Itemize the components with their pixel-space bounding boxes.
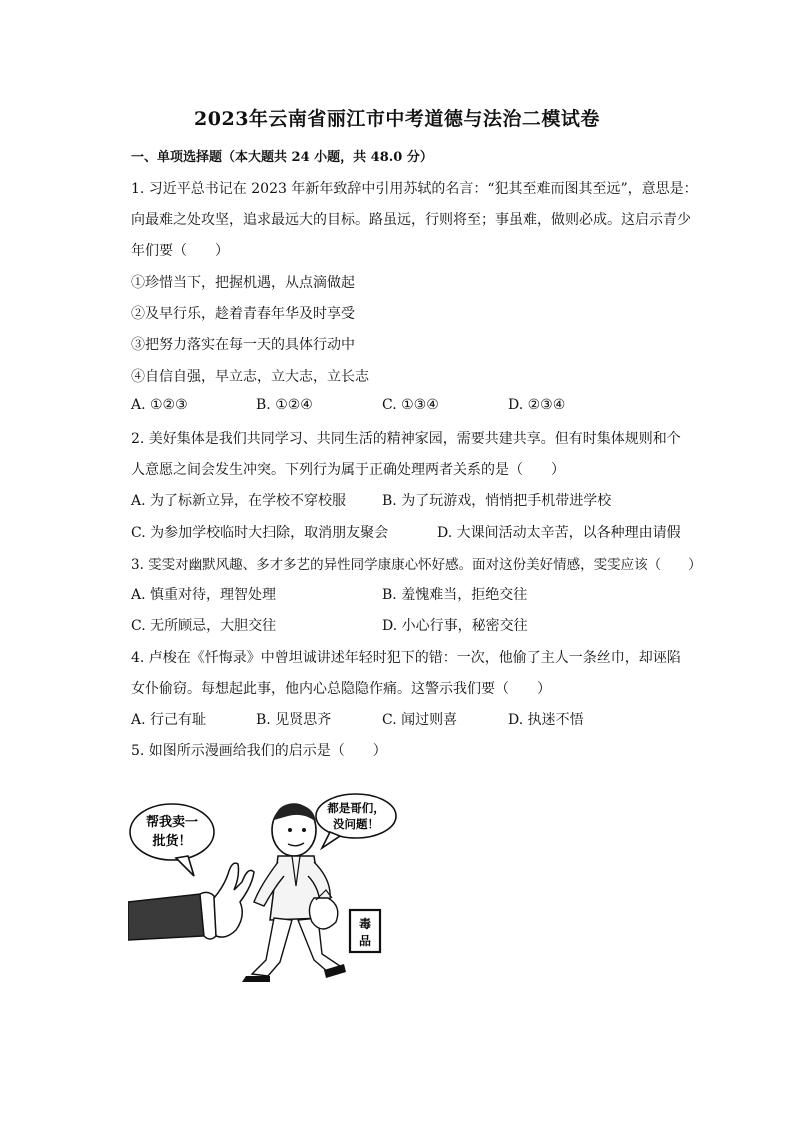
q2-stem-line: 人意愿之间会发生冲突。下列行为属于正确处理两者关系的是（ ） [131,462,565,478]
q1-statement: ④自信自强，早立志，立大志，立长志 [131,369,369,385]
q3-stem-line: 3. 雯雯对幽默风趣、多才多艺的异性同学康康心怀好感。面对这份美好情感，雯雯应该（ ） [131,557,702,573]
q3-option-c: C. 无所顾忌，大胆交往 [131,618,277,634]
speech-bubble-right [316,794,396,848]
q4-stem-line: 4. 卢梭在《忏悔录》中曾坦诚讲述年轻时犯下的错：一次，他偷了主人一条丝巾，却诬陷 [131,650,681,666]
q2-stem-line: 2. 美好集体是我们共同学习、共同生活的精神家园，需要共建共享。但有时集体规则和个 [131,431,681,447]
reaching-arm [128,863,254,940]
q3-option-a: A. 慎重对待，理智处理 [131,587,277,603]
drug-sign [350,910,380,952]
q2-option-a: A. 为了标新立异，在学校不穿校服 [131,493,347,509]
q5-stem-line: 5. 如图所示漫画给我们的启示是（ ） [131,743,387,759]
section-heading: 一、单项选择题（本大题共 24 小题，共 48.0 分） [131,150,433,165]
q4-option-b: B. 见贤思齐 [256,712,332,728]
q1-stem-line: 向最难之处攻坚，追求最远大的目标。路虽远，行则将至；事虽难，做则必成。这启示青少 [131,212,691,228]
q1-statement: ③把努力落实在每一天的具体行动中 [131,337,355,353]
q4-option-c: C. 闻过则喜 [382,712,458,728]
q3-option-b: B. 羞愧难当，拒绝交往 [382,587,528,603]
q1-option-c: C. ①③④ [382,397,439,413]
q1-option-d: D. ②③④ [508,397,566,413]
q2-option-b: B. 为了玩游戏，悄悄把手机带进学校 [382,493,612,509]
q2-option-c: C. 为参加学校临时大扫除，取消朋友聚会 [131,525,389,541]
q1-statement: ②及早行乐，趁着青春年华及时享受 [131,306,355,322]
q1-statement: ①珍惜当下，把握机遇，从点滴做起 [131,275,355,291]
cartoon-illustration [128,790,400,1000]
page-title: 2023年云南省丽江市中考道德与法治二模试卷 [194,108,600,130]
q1-stem-line: 年们要（ ） [131,243,229,259]
bubble-right-line: 都是哥们， [327,801,385,815]
q1-option-b: B. ①②④ [256,397,313,413]
q2-option-d: D. 大课间活动太辛苦，以各种理由请假 [437,525,681,541]
q4-option-a: A. 行己有耻 [131,712,207,728]
bubble-right-line: 没问题！ [333,817,379,831]
drug-label: 品 [358,934,372,948]
drug-label: 毒 [358,917,372,931]
q3-option-d: D. 小心行事，秘密交往 [382,618,528,634]
bubble-left-line: 批货！ [152,834,192,849]
speech-bubble-left [130,804,214,876]
bubble-left-line: 帮我卖一 [145,815,199,830]
q4-stem-line: 女仆偷窃。每想起此事，他内心总隐隐作痛。这警示我们要（ ） [131,681,551,697]
q1-stem-line: 1. 习近平总书记在 2023 年新年致辞中引用苏轼的名言：“犯其至难而图其至远”，意思是： [131,181,698,197]
q4-option-d: D. 执迷不悟 [508,712,584,728]
q1-option-a: A. ①②③ [131,397,188,413]
